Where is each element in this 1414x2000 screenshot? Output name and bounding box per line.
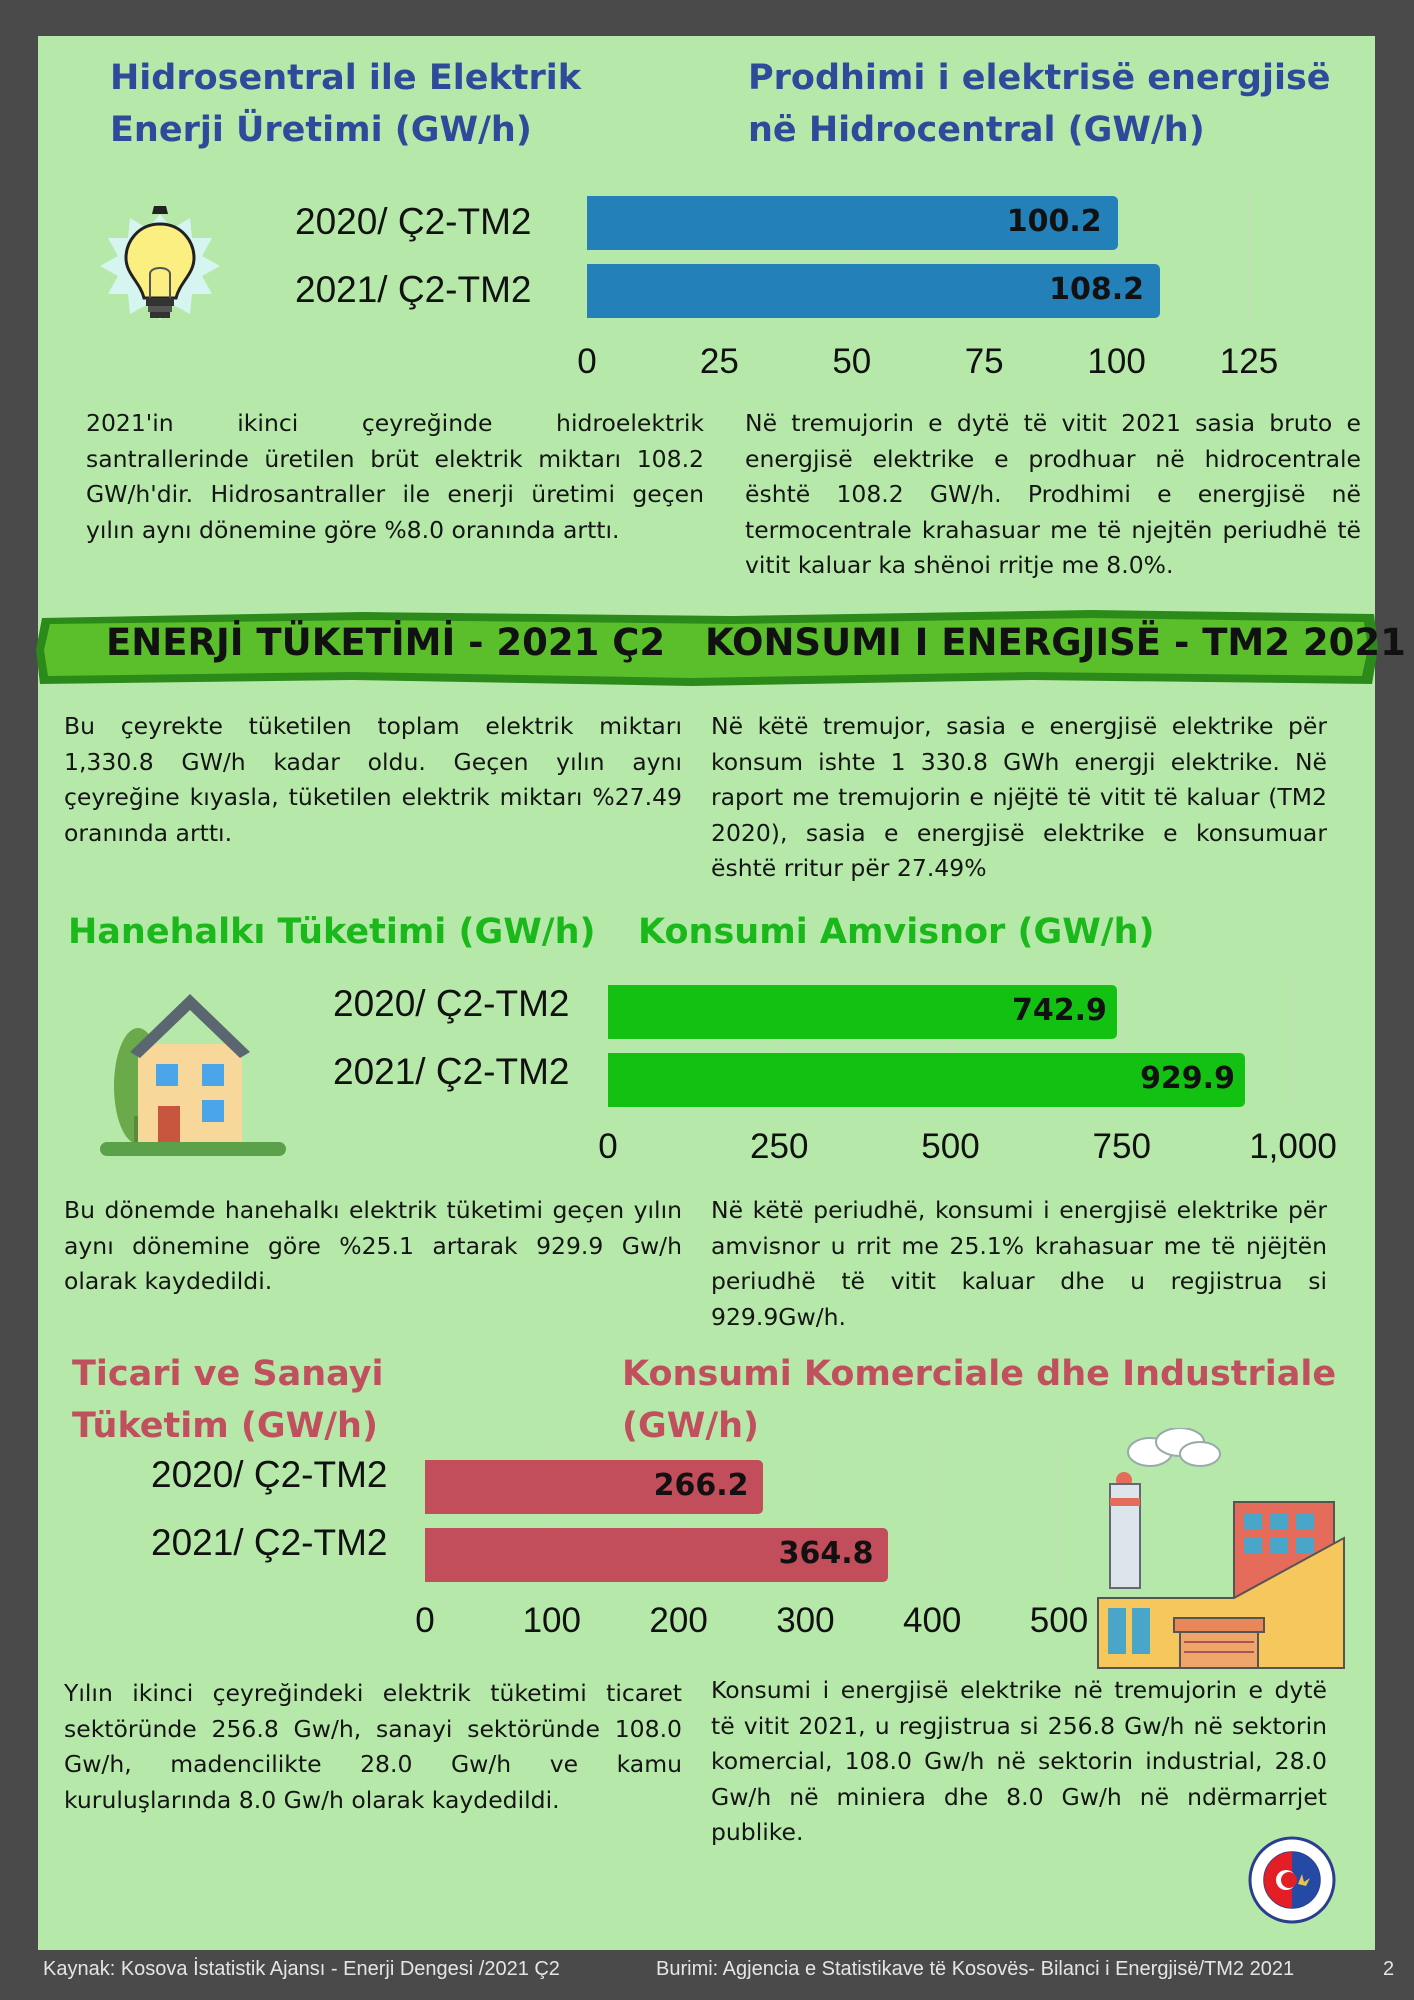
chamber-logo — [1248, 1836, 1336, 1924]
page-number: 2 — [1383, 1958, 1395, 1980]
chart3-category-0: 2020/ Ç2-TM2 — [151, 1454, 388, 1495]
chart3-tick-label: 100 — [522, 1601, 581, 1640]
chart1-data-label-1: 108.2 — [1049, 272, 1145, 307]
chart2-tick-label: 500 — [921, 1127, 980, 1166]
chart3-gridline — [932, 1448, 933, 1582]
chart2-tick-label: 750 — [1092, 1127, 1151, 1166]
chart3-data-label-1: 364.8 — [778, 1536, 874, 1571]
commercial-paragraph-tr: Yılın ikinci çeyreğindeki elektrik tüketimi ticaret sektöründe 256.8 Gw/h, sanayi sektöründe 108.0 Gw/h, madencilikte 28.0 Gw/h ve kamu kuruluşlarında 8.0 Gw/h olarak kaydedildi. — [64, 1679, 682, 1814]
chart3-tick-label: 200 — [649, 1601, 708, 1640]
chart2-category-0: 2020/ Ç2-TM2 — [333, 983, 570, 1024]
commercial-paragraph-sq: Konsumi i energjisë elektrike në tremujorin e dytë të vitit 2021, u regjistrua si 256.8 Gw/h në sektorin komercial, 108.0 Gw/h në sektorin industrial, 28.0 Gw/h në miniera dhe 8.0 Gw/h në ndërmarrjet publike. — [711, 1676, 1327, 1846]
chart1-tick-label: 125 — [1219, 342, 1279, 381]
hydro-title-tr: Hidrosentral ile Elektrik Enerji Üretimi (GW/h) — [110, 58, 582, 150]
chart3-tick-label: 400 — [902, 1601, 962, 1640]
chart1-category-0: 2020/ Ç2-TM2 — [295, 201, 532, 242]
chart1-tick-label: 0 — [577, 342, 597, 381]
chart2-tick-label: 0 — [598, 1127, 618, 1166]
banner-title-tr: ENERJİ TÜKETİMİ - 2021 Ç2 — [106, 621, 666, 664]
chart2-category-1: 2021/ Ç2-TM2 — [333, 1051, 570, 1092]
household-title-tr: Hanehalkı Tüketimi (GW/h) — [68, 912, 596, 952]
chart2-tick-label: 250 — [750, 1127, 809, 1166]
chart1-tick-label: 75 — [964, 342, 1004, 381]
chart3-data-label-0: 266.2 — [653, 1468, 749, 1503]
chart3-tick-label: 300 — [776, 1601, 835, 1640]
household-title-sq: Konsumi Amvisnor (GW/h) — [638, 912, 1155, 952]
chart1-tick-label: 50 — [832, 342, 872, 381]
commercial-title-sq: Konsumi Komerciale dhe Industriale (GW/h) — [622, 1354, 1337, 1446]
chart3-category-1: 2021/ Ç2-TM2 — [151, 1522, 388, 1563]
chart3-tick-label: 500 — [1029, 1601, 1089, 1640]
chart1-tick-label: 100 — [1087, 342, 1146, 381]
infographic-page — [38, 36, 1406, 1950]
chart1-tick-label: 25 — [699, 342, 739, 381]
chart3-gridline — [1059, 1448, 1060, 1582]
footer-source-sq: Burimi: Agjencia e Statistikave të Kosovës- Bilanci i Energjisë/TM2 2021 — [656, 1958, 1295, 1980]
commercial-title-tr: Ticari ve Sanayi Tüketim (GW/h) — [72, 1354, 384, 1446]
chart3-tick-label: 0 — [415, 1601, 435, 1640]
hydro-paragraph-sq: Në tremujorin e dytë të vitit 2021 sasia bruto e energjisë elektrike e prodhuar në hidrocentrale është 108.2 GW/h. Prodhimi e energjisë në termocentrale krahasuar me të njejtën periudhë të vitit kaluar ka shënoi rritje me 8.0%. — [745, 409, 1361, 579]
chart2-tick-label: 1,000 — [1249, 1127, 1337, 1166]
household-paragraph-sq: Në këtë periudhë, konsumi i energjisë elektrike për amvisnor u rrit me 25.1% krahasuar me të njëjtën periudhë të vitit kaluar dhe u regjistrua si 929.9Gw/h. — [711, 1196, 1327, 1331]
footer-source-tr: Kaynak: Kosova İstatistik Ajansı - Enerji Dengesi /2021 Ç2 — [43, 1958, 560, 1980]
hydro-title-sq: Prodhimi i elektrisë energjisë në Hidrocentral (GW/h) — [748, 58, 1331, 150]
chart2-data-label-1: 929.9 — [1140, 1061, 1235, 1096]
consumption-paragraph-sq: Në këtë tremujor, sasia e energjisë elektrike për konsum ishte 1 330.8 GWh energji elektrike. Në raport me tremujorin e njëjtë të vitit të kaluar (TM2 2020), sasia e energjisë elektrike e konsumuar është rritur për 27.49% — [711, 712, 1327, 882]
factory-icon — [1094, 1428, 1346, 1678]
hydro-paragraph-tr: 2021'in ikinci çeyreğinde hidroelektrik santrallerinde üretilen brüt elektrik miktarı 108.2 GW/h'dir. Hidrosantraller ile enerji üretimi geçen yılın aynı dönemine göre %8.0 oranında arttı. — [86, 409, 704, 544]
banner-title-sq: KONSUMI I ENERGJISË - TM2 2021 — [705, 621, 1406, 664]
chart1-category-1: 2021/ Ç2-TM2 — [295, 269, 532, 310]
household-paragraph-tr: Bu dönemde hanehalkı elektrik tüketimi geçen yılın aynı dönemine göre %25.1 artarak 929.9 Gw/h olarak kaydedildi. — [64, 1196, 682, 1295]
chart1-data-label-0: 100.2 — [1006, 204, 1102, 239]
chart2-data-label-0: 742.9 — [1011, 993, 1107, 1028]
consumption-paragraph-tr: Bu çeyrekte tüketilen toplam elektrik miktarı 1,330.8 GW/h kadar oldu. Geçen yılın aynı çeyreğine kıyasla, tüketilen elektrik miktarı %27.49 oranında arttı. — [64, 712, 682, 847]
